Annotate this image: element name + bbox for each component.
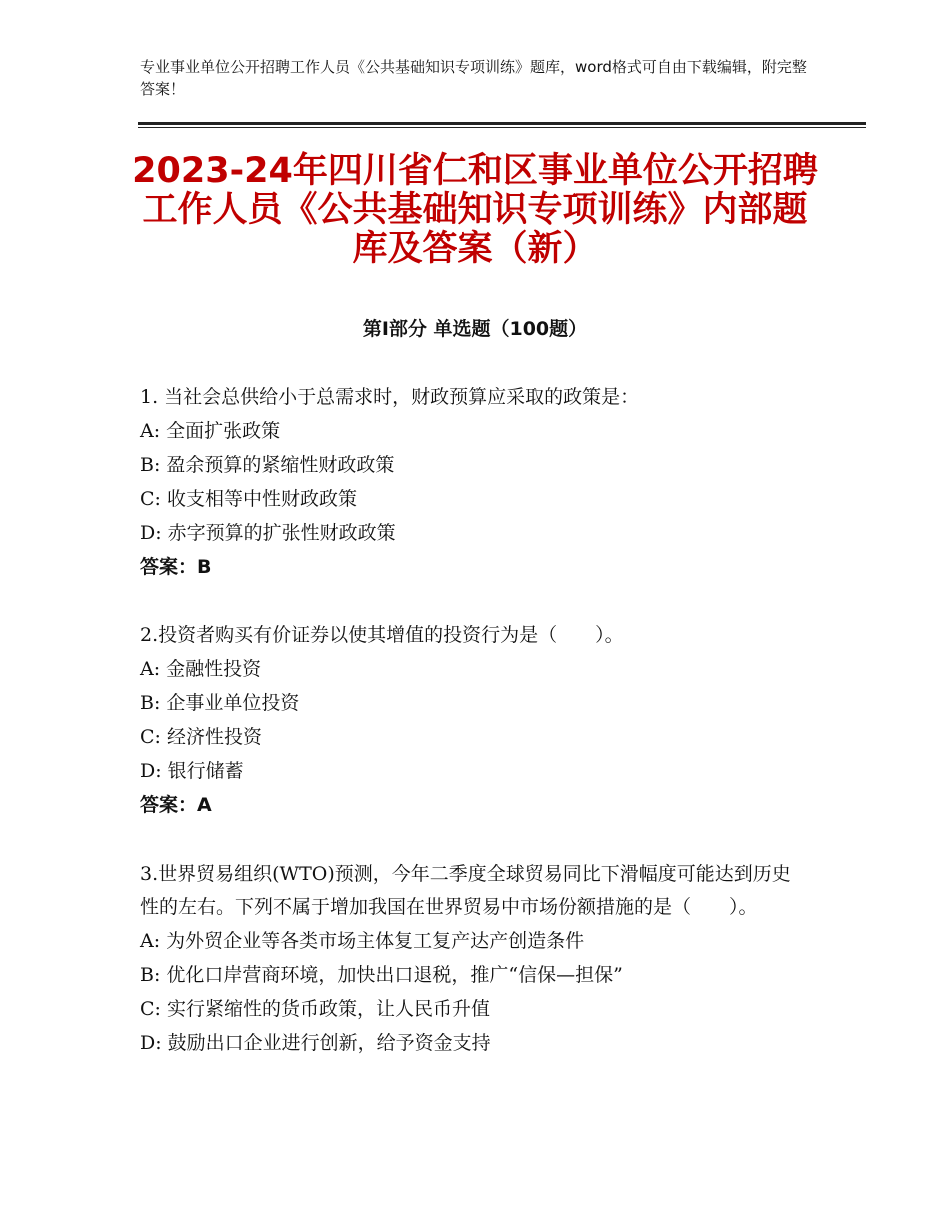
question-stem: 1. 当社会总供给小于总需求时，财政预算应采取的政策是：	[140, 386, 640, 408]
option-b: B: 企事业单位投资	[140, 692, 300, 714]
title-line-2: 工作人员《公共基础知识专项训练》内部题	[142, 190, 808, 230]
header-rule-thin	[138, 127, 866, 128]
header-rule-thick	[138, 122, 866, 125]
option-d: D: 鼓励出口企业进行创新，给予资金支持	[140, 1032, 491, 1054]
option-a: A: 全面扩张政策	[140, 420, 281, 442]
option-c: C: 经济性投资	[140, 726, 262, 748]
question-1	[140, 380, 820, 584]
option-b: B: 优化口岸营商环境，加快出口退税，推广“信保—担保”	[140, 964, 623, 986]
option-b: B: 盈余预算的紧缩性财政政策	[140, 454, 395, 476]
option-a: A: 金融性投资	[140, 658, 262, 680]
title-line-3: 库及答案（新）	[352, 229, 598, 269]
option-d: D: 赤字预算的扩张性财政政策	[140, 522, 396, 544]
question-3	[140, 858, 802, 1060]
answer: 答案：B	[140, 556, 212, 578]
option-d: D: 银行储蓄	[140, 760, 244, 782]
title-line-1: 2023-24年四川省仁和区事业单位公开招聘	[132, 151, 818, 191]
document-title	[120, 152, 830, 269]
question-stem: 2.投资者购买有价证券以使其增值的投资行为是（ ）。	[140, 624, 624, 646]
option-c: C: 收支相等中性财政政策	[140, 488, 357, 510]
answer: 答案：A	[140, 794, 212, 816]
option-a: A: 为外贸企业等各类市场主体复工复产达产创造条件	[140, 930, 585, 952]
question-2	[140, 618, 820, 822]
header-note: 专业事业单位公开招聘工作人员《公共基础知识专项训练》题库，word格式可自由下载编辑，附完整答案！	[140, 58, 807, 98]
section-title: 第Ⅰ部分 单选题（100题）	[362, 318, 588, 340]
option-c: C: 实行紧缩性的货币政策，让人民币升值	[140, 998, 490, 1020]
question-stem: 3.世界贸易组织(WTO)预测，今年二季度全球贸易同比下滑幅度可能达到历史性的左右。下列不属于增加我国在世界贸易中市场份额措施的是（ ）。	[140, 863, 791, 918]
